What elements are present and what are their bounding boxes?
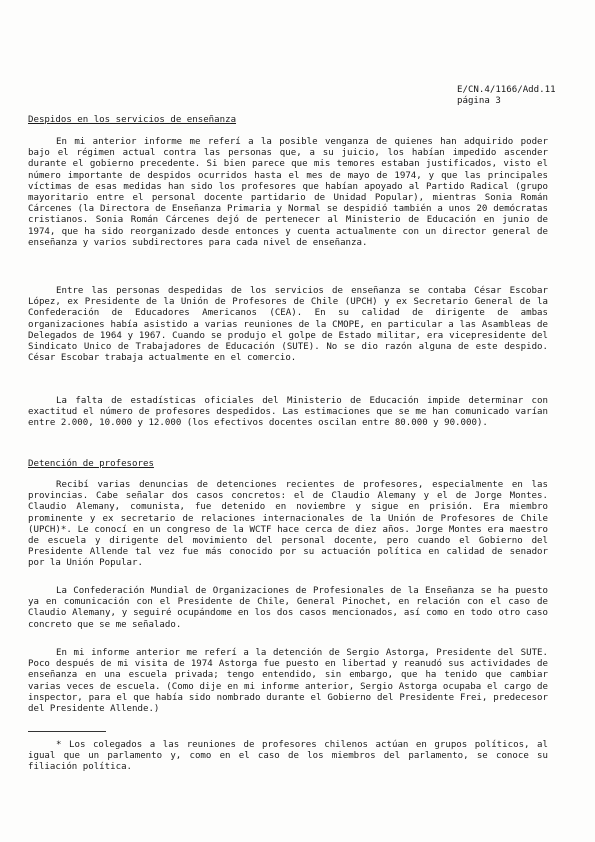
- section-heading-dismissals: Despidos en los servicios de enseñanza: [28, 115, 237, 125]
- paragraph-detention-3: En mi informe anterior me referí a la detención de Sergio Astorga, Presidente del SUTE. Poco después de mi visita de 1974 Astorga fue puesto en libertad y reanudó sus actividades de enseñanza en una escuela privada; tengo entendido, sin embargo, que ha tenido que cambiar varias veces de escuela. (Como dije en mi informe anterior, Sergio Astorga ocupaba el cargo de inspector, para el que había sido nombrado durante el Gobierno del Presidente Frei, predecesor del Presidente Allende.): [28, 648, 548, 715]
- paragraph-dismissals-1: En mi anterior informe me referí a la posible venganza de quienes han adquirido poder bajo el régimen actual contra las personas que, a su juicio, los habían impedido ascender durante el gobierno precedente. Si bien parece que mis temores estaban justificados, visto el número importante de despidos ocurridos hasta el mes de mayo de 1974, y que las principales víctimas de esas medidas han sido los profesores que habían apoyado al Partido Radical (grupo mayoritario entre el personal docente partidario de Unidad Popular), mientras Sonia Román Cárcenes (la Directora de Enseñanza Primaria y Normal se despidió también a unos 20 demócratas cristianos. Sonia Román Cárcenes dejó de pertenecer al Ministerio de Educación en junio de 1974, que ha sido reorganizado desde entonces y cuenta actualmente con un director general de enseñanza y varios subdirectores para cada nivel de enseñanza.: [28, 137, 548, 248]
- document-symbol: E/CN.4/1166/Add.11: [457, 85, 556, 95]
- paragraph-detention-1: Recibí varias denuncias de detenciones recientes de profesores, especialmente en las provincias. Cabe señalar dos casos concretos: el de Claudio Alemany y el de Jorge Montes. Claudio Alemany, comunista, fue detenido en noviembre y sigue en prisión. Era miembro prominente y ex secretario de relaciones internacionales de la Unión de Profesores de Chile (UPCH)*. Le conocí en un congreso de la WCTF hace cerca de diez años. Jorge Montes era maestro de escuela y dirigente del movimiento del personal docente, pero cuando el Gobierno del Presidente Allende tal vez fue más conocido por su actuación política en calidad de senador por la Unión Popular.: [28, 480, 548, 569]
- footnote: * Los colegados a las reuniones de profesores chilenos actúan en grupos políticos, al igual que un parlamento y, como en el caso de los miembros del parlamento, se conoce su filiación política.: [28, 740, 548, 773]
- section-heading-detention: Detención de profesores: [28, 459, 154, 469]
- document-reference: [457, 85, 556, 107]
- paragraph-dismissals-3: La falta de estadísticas oficiales del Ministerio de Educación impide determinar con exactitud el número de profesores despedidos. Las estimaciones que se me han comunicado varían entre 2.000, 10.000 y 12.000 (los efectivos docentes oscilan entre 80.000 y 90.000).: [28, 396, 548, 429]
- paragraph-detention-2: La Confederación Mundial de Organizaciones de Profesionales de la Enseñanza se ha puesto ya en comunicación con el Presidente de Chile, General Pinochet, en relación con el caso de Claudio Alemany, y seguiré ocupándome en los dos casos mencionados, así como en todo otro caso concreto que se me señalado.: [28, 586, 548, 630]
- paragraph-dismissals-2: Entre las personas despedidas de los servicios de enseñanza se contaba César Escobar López, ex Presidente de la Unión de Profesores de Chile (UPCH) y ex Secretario General de la Confederación de Educadores Americanos (CEA). En su calidad de dirigente de ambas organizaciones había asistido a varias reuniones de la CMOPE, en particular a las Asambleas de Delegados de 1964 y 1967. Cuando se produjo el golpe de Estado militar, era vicepresidente del Sindicato Unico de Trabajadores de Educación (SUTE). No se dio razón alguna de este despido. César Escobar trabaja actualmente en el comercio.: [28, 286, 548, 364]
- footnote-divider: [28, 731, 106, 732]
- page-number: página 3: [457, 96, 501, 107]
